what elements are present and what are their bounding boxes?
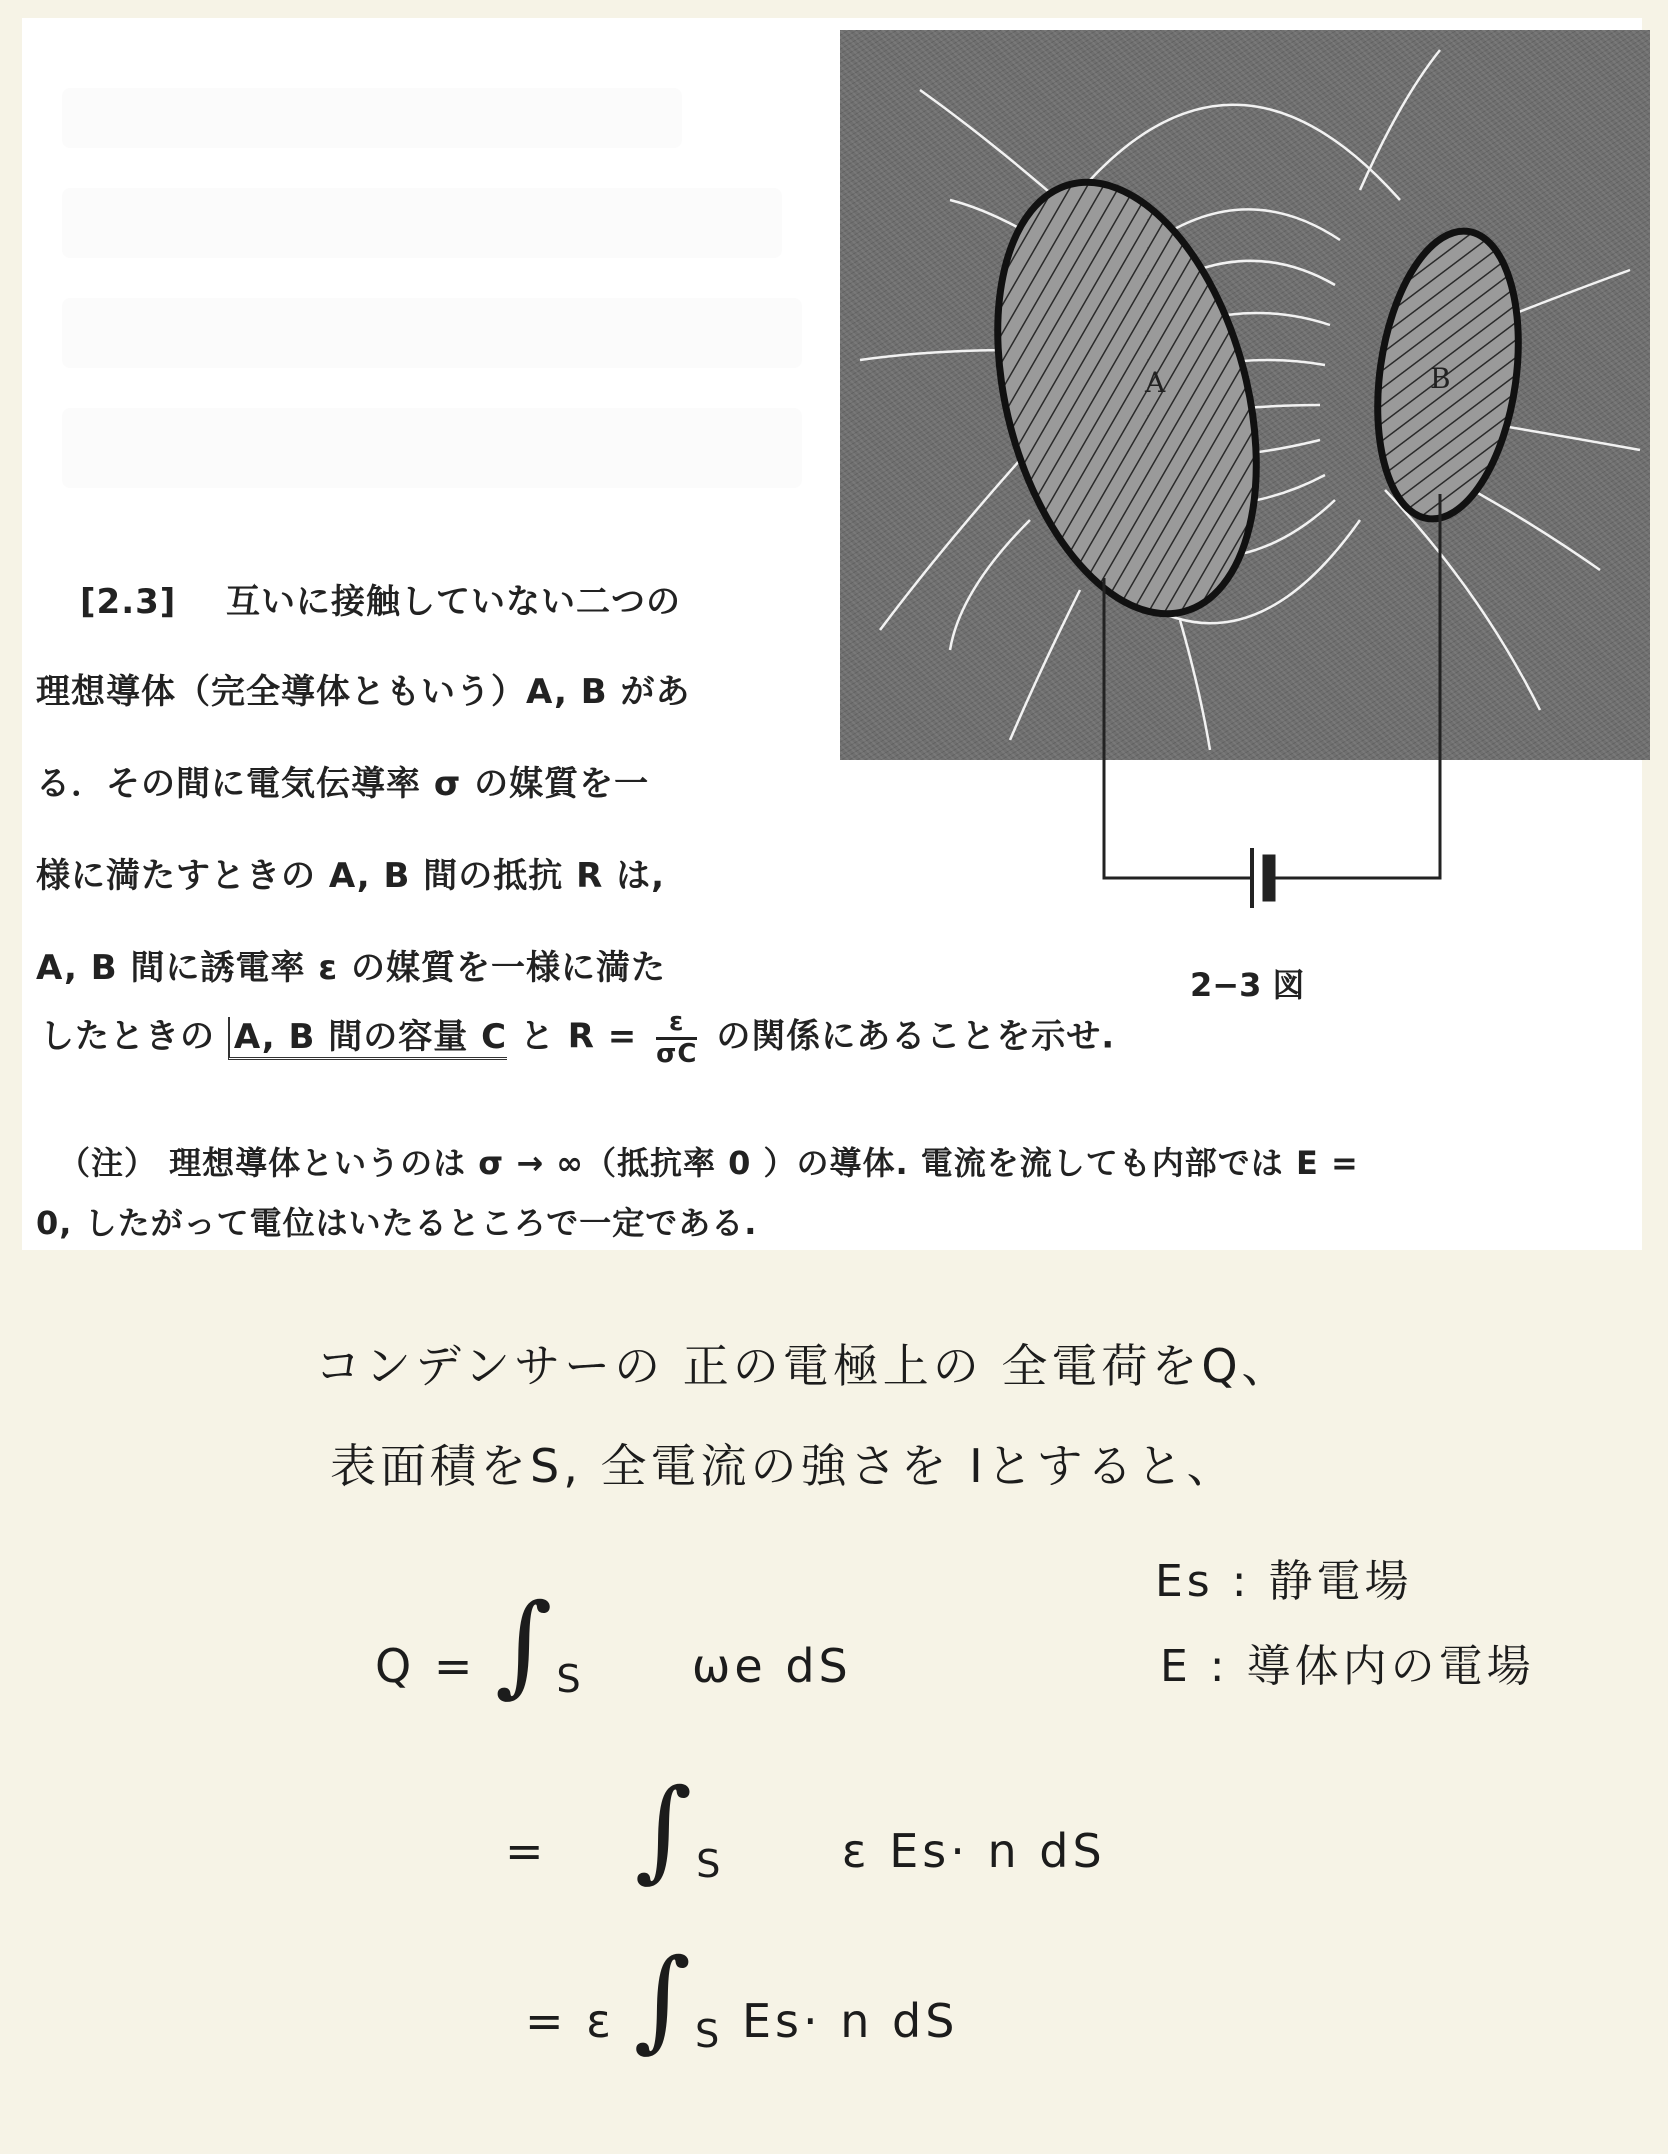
definition-e: E : 導体内の電場 — [1160, 1641, 1535, 1692]
figure-caption: 2−3 図 — [1190, 966, 1305, 1004]
problem-line-3: る．その間に電気伝導率 σ の媒質を一 — [36, 764, 650, 804]
fraction: $\frac{\varepsilon}{\sigma C}$ — [656, 1007, 698, 1069]
label-b: B — [1430, 362, 1451, 395]
problem-line-4: 様に満たすときの A, B 間の抵抗 R は, — [36, 856, 666, 896]
equation-1: $Q = \int_S$ ωe dS — [375, 1580, 852, 1708]
underlined-phrase: A, B 間の容量 C — [228, 1017, 507, 1060]
problem-number: [2.3] — [80, 582, 177, 622]
textbook-excerpt — [22, 18, 1642, 1250]
integral-sign: ∫ — [633, 1935, 695, 2063]
handwritten-line-2: 表面積をS, 全電流の強さを Iとすると、 — [330, 1439, 1237, 1493]
definition-es: Es : 静電場 — [1155, 1556, 1413, 1607]
note-line-2: 0, したがって電位はいたるところで一定である. — [36, 1204, 758, 1242]
label-a: A — [1145, 366, 1166, 399]
equation-3: = ε $\int_S$ Es· n dS — [525, 1935, 959, 2063]
problem-line-5: A, B 間に誘電率 ε の媒質を一様に満た — [36, 948, 667, 988]
note-line-1: （注） 理想導体というのは σ → ∞（抵抗率 0 ）の導体. 電流を流しても内部では E = — [58, 1144, 1359, 1182]
integral-sign: ∫ — [634, 1765, 697, 1893]
problem-line-6: したときの A, B 間の容量 C と R = $\frac{\varepsilon}{\sigma C}$ の関係にあることを示せ. — [40, 1007, 1116, 1069]
integral-sign: ∫ — [495, 1580, 557, 1708]
equation-2: = $\int_S$ ε Es· n dS — [505, 1765, 1106, 1893]
handwritten-line-1: コンデンサーの 正の電極上の 全電荷をQ、 — [315, 1339, 1292, 1393]
problem-line-2: 理想導体（完全導体ともいう）A, B があ — [36, 672, 691, 712]
problem-line-1: [2.3] 互いに接触していない二つの — [80, 582, 681, 622]
